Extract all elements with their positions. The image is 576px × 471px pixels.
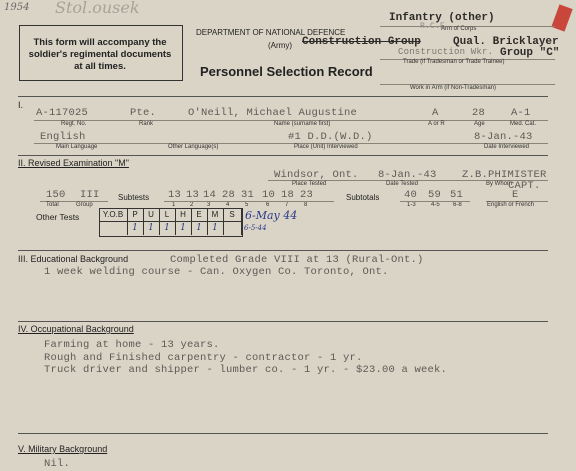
pulhems-header-cell: H — [175, 208, 192, 222]
subtest-number: 2 — [190, 202, 194, 208]
subtest-number: 5 — [245, 202, 249, 208]
arm-of-corps-label: Arm of Corps — [441, 26, 477, 32]
english-or-french-label: English or French — [487, 202, 535, 208]
trade-value-group: Group "C" — [500, 47, 560, 59]
date-tested-value: 8-Jan.-43 — [378, 169, 437, 181]
other-language-label: Other Language(s) — [168, 144, 219, 150]
form-title: Personnel Selection Record — [200, 64, 373, 79]
pulhems-value-cell: 1 — [143, 222, 160, 235]
subtest-score: 28 — [222, 189, 236, 201]
pulhems-header-cell: S — [223, 208, 242, 222]
date-interviewed-value: 8-Jan.-43 — [474, 131, 533, 143]
main-language-value: English — [40, 131, 86, 143]
red-tab — [551, 4, 572, 31]
section-5-title: V. Military Background — [18, 444, 108, 454]
regt-no-value: A-117025 — [36, 107, 89, 119]
subtest-number: 7 — [285, 202, 289, 208]
pulhems-header-cell: M — [207, 208, 224, 222]
education-line-1: Completed Grade VIII at 13 (Rural-Ont.) — [170, 254, 424, 266]
work-label: Work in Arm (if Non-Tradesman) — [410, 85, 497, 91]
subtest-number: 8 — [304, 202, 308, 208]
name-label: Name (surname first) — [274, 121, 331, 127]
main-language-label: Main Language — [56, 144, 98, 150]
pulhems-header-cell: Y.O.B — [99, 208, 128, 222]
pulhems-header-cell: E — [191, 208, 208, 222]
group-value: III — [80, 189, 100, 201]
subtotals-rule — [400, 201, 470, 202]
subtest-number: 4 — [226, 202, 230, 208]
subtest-number: 3 — [207, 202, 211, 208]
arm-of-corps-value: Infantry (other) — [389, 12, 495, 24]
rank-label: Rank — [139, 121, 154, 127]
regt-no-label: Regt. No. — [61, 121, 87, 127]
subtotal-score: 59 — [428, 189, 442, 201]
trade-value: Qual. Bricklayer — [453, 36, 559, 48]
subtests-label: Subtests — [118, 193, 150, 202]
section-4-label — [18, 324, 134, 334]
subtest-score: 13 — [168, 189, 182, 201]
subtest-score: 23 — [300, 189, 314, 201]
department-label: DEPARTMENT OF NATIONAL DEFENCE — [196, 28, 346, 37]
trade-label: Trade (if Tradesman or Trade Trainee) — [403, 59, 505, 65]
section-1-label: I. — [18, 100, 24, 110]
subtest-score: 14 — [203, 189, 217, 201]
age-label: Age — [474, 121, 485, 127]
pulhems-header-cell: P — [127, 208, 144, 222]
med-cat-value: A-1 — [511, 107, 531, 119]
pulhems-value-cell: 1 — [159, 222, 176, 235]
pulhems-header-cell: L — [159, 208, 176, 222]
construction-group-struck: Construction Group — [302, 36, 421, 48]
place-interviewed-value: #1 D.D.(W.D.) — [288, 131, 373, 143]
pulhems-note-date-numeric: 6-5-44 — [244, 224, 267, 232]
by-whom-rank: CAPT. — [508, 180, 541, 192]
section-5-label — [18, 444, 107, 454]
med-cat-label: Med. Cat. — [510, 121, 537, 127]
occupation-line-1: Farming at home - 13 years. — [44, 339, 220, 351]
section-2-title: II. Revised Examination "M" — [18, 158, 129, 168]
pulhems-value-cell — [223, 222, 242, 235]
pulhems-value-cell: 1 — [175, 222, 192, 235]
section-4-title: IV. Occupational Background — [18, 324, 134, 334]
subtest-score: 10 — [262, 189, 276, 201]
a-or-r-value: A — [432, 107, 439, 119]
subtotal-score: 51 — [450, 189, 464, 201]
place-tested-value: Windsor, Ont. — [274, 169, 359, 181]
date-tested-label: Date Tested — [386, 181, 418, 187]
date-interviewed-label: Date Interviewed — [484, 144, 530, 150]
pulhems-header-cell: U — [143, 208, 160, 222]
pulhems-value-cell — [99, 222, 128, 235]
section-2-label — [18, 158, 129, 168]
place-interviewed-label: Place (Unit) Interviewed — [294, 144, 358, 150]
subtest-score: 13 — [186, 189, 200, 201]
age-value: 28 — [472, 107, 486, 119]
by-whom-value: Z.B.PHIMISTER — [462, 169, 547, 181]
education-line-2: 1 week welding course - Can. Oxygen Co. Toronto, Ont. — [44, 266, 389, 278]
subtotal-range-label: 4-5 — [431, 202, 440, 208]
occupation-line-2: Rough and Finished carpentry - contractor - 1 yr. — [44, 352, 363, 364]
pulhems-value-cell: 1 — [207, 222, 224, 235]
notice-text: This form will accompany the soldier's regimental documents at all times. — [28, 37, 172, 72]
total-label: Total — [46, 202, 59, 208]
subtotal-range-label: 1-3 — [407, 202, 416, 208]
section-3-label: III. Educational Background — [18, 254, 129, 264]
place-tested-label: Place Tested — [292, 181, 327, 187]
subtest-score: 31 — [241, 189, 255, 201]
subtests-rule — [164, 201, 334, 202]
rank-value: Pte. — [130, 107, 157, 119]
subtotal-score: 40 — [404, 189, 418, 201]
name-value: O'Neill, Michael Augustine — [188, 107, 358, 119]
military-line-1: Nil. — [44, 458, 71, 470]
pulhems-value-cell: 1 — [127, 222, 144, 235]
subtest-number: 1 — [172, 202, 176, 208]
handwritten-top-note: Stol.ousek — [55, 0, 140, 17]
arm-of-corps-sub: R.C.E. — [420, 22, 451, 31]
army-label: (Army) — [268, 41, 292, 50]
pulhems-value-cell: 1 — [191, 222, 208, 235]
other-tests-label: Other Tests — [36, 212, 80, 222]
subtest-score: 18 — [281, 189, 295, 201]
subtotal-range-label: 6-8 — [453, 202, 462, 208]
english-or-french-value: E — [512, 189, 519, 201]
subtotals-label: Subtotals — [346, 193, 380, 202]
group-label: Group — [76, 202, 93, 208]
subtest-number: 6 — [266, 202, 270, 208]
handwritten-corner: 1954 — [4, 2, 30, 13]
total-value: 150 — [46, 189, 66, 201]
a-or-r-label: A or R — [428, 121, 445, 127]
trade-overtyped: Construction Wkr. — [398, 47, 494, 57]
by-whom-label: By Whom — [486, 181, 513, 187]
pulhems-note-date: 6-May 44 — [245, 209, 298, 222]
occupation-line-3: Truck driver and shipper - lumber co. - 1 yr. - $23.00 a week. — [44, 364, 448, 376]
